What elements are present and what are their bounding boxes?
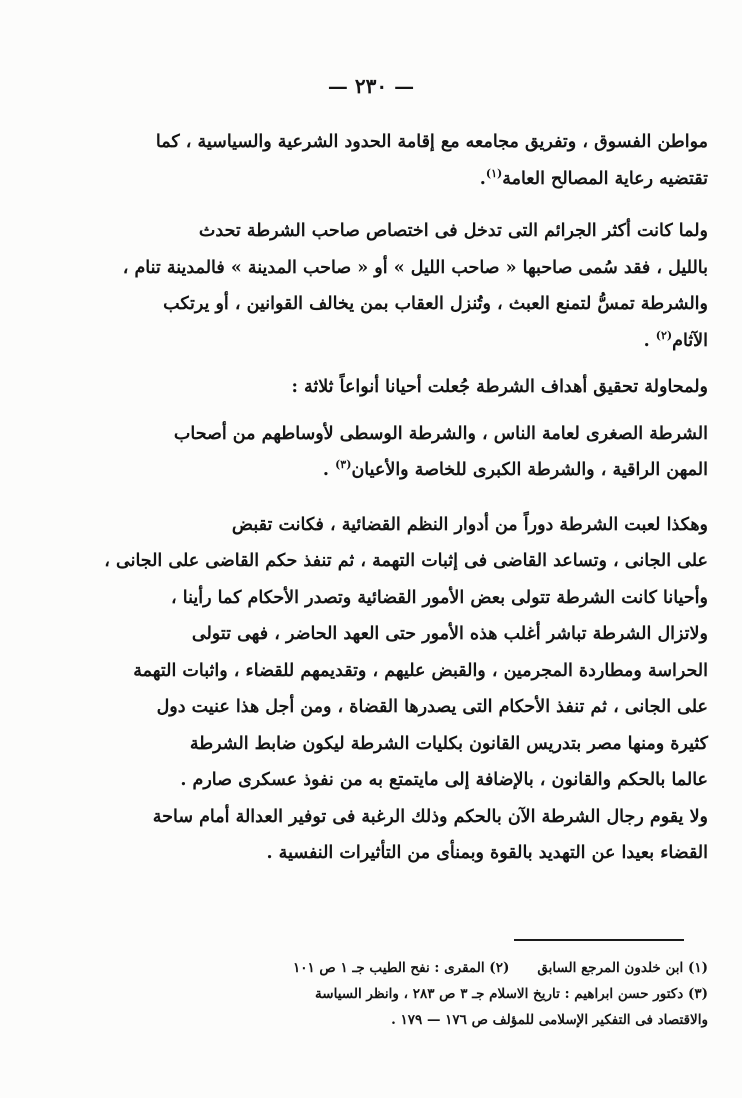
footnote-row [62, 955, 708, 981]
paragraph-line [58, 323, 708, 360]
paragraph-1 [58, 124, 708, 197]
paragraph-line: ولمحاولة تحقيق أهداف الشرطة جُعلت أحيانا أنواعاً ثلاثة : [291, 377, 708, 397]
footnote-ref-3[interactable]: (٣) [335, 458, 352, 472]
footnote-2: (٢) المقرى : نفح الطيب جـ ١ ص ١٠١ [292, 960, 510, 976]
footnotes [62, 955, 708, 1033]
paragraph-2 [58, 213, 708, 359]
paragraph-line: الحراسة ومطاردة المجرمين ، والقبض عليهم ، وتقديمهم للقضاء ، واثبات التهمة [133, 660, 708, 681]
paragraph-line: وهكذا لعبت الشرطة دوراً من أدوار النظم القضائية ، فكانت تقبض [231, 514, 708, 535]
page-number: — ٢٣٠ — [327, 74, 415, 98]
footnote-separator [514, 939, 684, 941]
paragraph-5 [58, 507, 708, 872]
paragraph-line: على الجانى ، ثم تنفذ الأحكام التى يصدرها القضاة ، ومن أجل هذا عنيت دول [156, 697, 708, 717]
footnote-3-continued: والاقتصاد فى التفكير الإسلامى للمؤلف ص ١٧٦ — ١٧٩ . [391, 1012, 708, 1028]
paragraph-line: مواطن الفسوق ، وتفريق مجامعه مع إقامة الحدود الشرعية والسياسية ، كما [155, 132, 708, 152]
line-tail: . [322, 460, 336, 480]
paragraph-4 [58, 416, 708, 489]
paragraph-line: ولما كانت أكثر الجرائم التى تدخل فى اختصاص صاحب الشرطة تحدث [198, 221, 708, 241]
body-text [58, 124, 708, 884]
paragraph-line: الشرطة الصغرى لعامة الناس ، والشرطة الوسطى لأوساطهم من أصحاب [173, 423, 708, 444]
paragraph-line: على الجانى ، وتساعد القاضى فى إثبات التهمة ، ثم تنفذ حكم القاضى على الجانى ، [104, 551, 708, 571]
line-tail: . [643, 330, 656, 351]
footnote-3: (٣) دكتور حسن ابراهيم : تاريخ الاسلام جـ ٣ ص ٢٨٣ ، وانظر السياسة [315, 986, 708, 1002]
paragraph-line [58, 452, 708, 489]
footnote-1: (١) ابن خلدون المرجع السابق [537, 960, 708, 976]
line-tail: . [479, 168, 486, 189]
footnote-ref-1[interactable]: (١) [485, 166, 503, 180]
paragraph-line: كثيرة ومنها مصر بتدريس القانون بكليات الشرطة ليكون ضابط الشرطة [189, 733, 708, 754]
paragraph-line-text: الآثام [672, 330, 708, 351]
paragraph-line-text: تقتضيه رعاية المصالح العامة [502, 168, 708, 189]
paragraph-line: عالما بالحكم والقانون ، بالإضافة إلى مايتمتع به من نفوذ عسكرى صارم . [180, 770, 708, 790]
paragraph-line: القضاء بعيدا عن التهديد بالقوة وبمنأى من التأثيرات النفسية . [266, 843, 708, 863]
paragraph-line [58, 161, 708, 198]
paragraph-line: ولاتزال الشرطة تباشر أغلب هذه الأمور حتى العهد الحاضر ، فهى تتولى [191, 624, 708, 644]
paragraph-3 [58, 369, 708, 406]
paragraph-line-text: المهن الراقية ، والشرطة الكبرى للخاصة والأعيان [351, 460, 708, 480]
paragraph-line: بالليل ، فقد سُمى صاحبها « صاحب الليل » أو « صاحب المدينة » فالمدينة تنام ، [122, 257, 708, 278]
paragraph-line: ولا يقوم رجال الشرطة الآن بالحكم وذلك الرغبة فى توفير العدالة أمام ساحة [152, 806, 708, 827]
paragraph-line: وأحيانا كانت الشرطة تتولى بعض الأمور القضائية وتصدر الأحكام كما رأينا ، [171, 587, 708, 608]
paragraph-line: والشرطة تمسُّ لتمنع العبث ، وتُنزل العقاب بمن يخالف القوانين ، أو يرتكب [163, 294, 708, 314]
footnote-ref-2[interactable]: (٢) [655, 328, 673, 342]
